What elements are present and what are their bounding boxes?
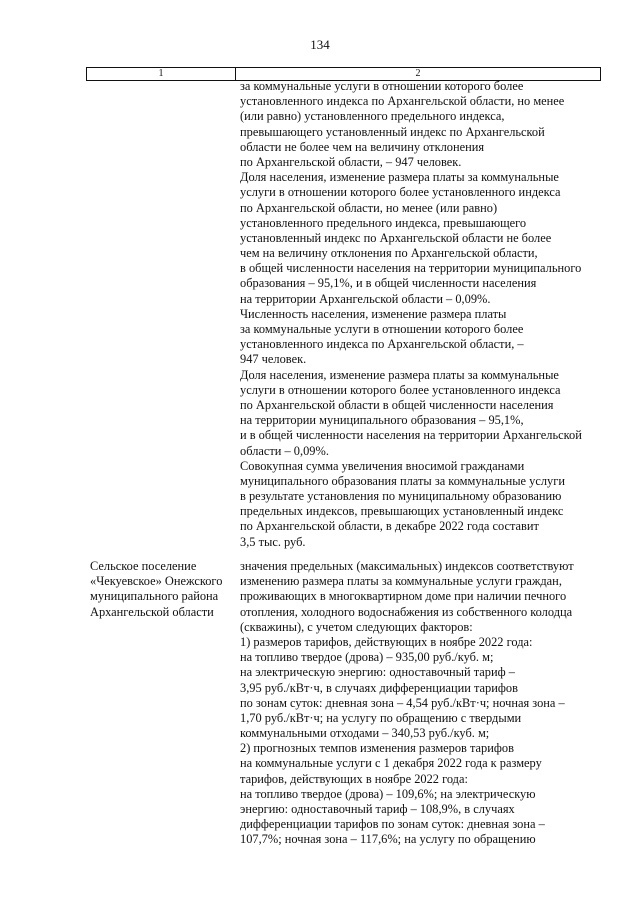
text-line: отопления, холодного водоснабжения из собственного колодца xyxy=(240,604,573,619)
text-line: 3,95 руб./кВт·ч, в случаях дифференциации тарифов xyxy=(240,680,518,695)
text-line: 1) размеров тарифов, действующих в ноябре 2022 года: xyxy=(240,634,533,649)
text-line: чем на величину отклонения по Архангельской области, xyxy=(240,246,538,261)
entity-description xyxy=(240,559,610,848)
table-header-col-2: 2 xyxy=(415,68,421,79)
text-line: и в общей численности населения на территории Архангельской xyxy=(240,428,582,443)
text-line: за коммунальные услуги в отношении которого более xyxy=(240,322,524,336)
page-number: 134 xyxy=(310,37,330,52)
text-line: услуги в отношении которого более установленного индекса xyxy=(240,185,561,200)
text-line: на топливо твердое (дрова) – 935,00 руб./куб. м; xyxy=(240,650,494,665)
text-line: установленный индекс по Архангельской области не более xyxy=(240,230,552,245)
text-line: на территории муниципального образования – 95,1%, xyxy=(240,413,524,428)
text-line: коммунальными отходами – 340,53 руб./куб. м; xyxy=(240,726,490,741)
text-line: 947 человек. xyxy=(240,352,307,367)
text-line: Совокупная сумма увеличения вносимой гражданами xyxy=(240,458,525,473)
text-line: в результате установления по муниципальному образованию xyxy=(240,489,562,504)
text-line: изменению размера платы за коммунальные услуги граждан, xyxy=(240,574,562,589)
text-line: на коммунальные услуги с 1 декабря 2022 года к размеру xyxy=(240,756,542,771)
text-line: на территории Архангельской области – 0,09%. xyxy=(240,291,491,306)
text-line: 107,7%; ночная зона – 117,6%; на услугу по обращению xyxy=(240,832,536,847)
text-line: в общей численности населения на территории муниципального xyxy=(240,261,582,276)
text-line: значения предельных (максимальных) индексов соответствуют xyxy=(240,559,574,573)
text-line: образования – 95,1%, и в общей численности населения xyxy=(240,276,537,291)
text-line: (скважины), с учетом следующих факторов: xyxy=(240,619,473,634)
entity-name xyxy=(90,559,240,620)
text-line: на электрическую энергию: одноставочный тариф – xyxy=(240,665,515,680)
text-line: дифференциации тарифов по зонам суток: дневная зона – xyxy=(240,817,545,832)
entity-line: муниципального района xyxy=(90,589,219,604)
text-line: по Архангельской области, – 947 человек. xyxy=(240,154,462,169)
text-line: области не более чем на величину отклонения xyxy=(240,139,485,154)
text-line: установленного индекса по Архангельской области, – xyxy=(240,337,524,352)
entity-line: Сельское поселение xyxy=(90,559,197,573)
text-line: установленного индекса по Архангельской области, но менее xyxy=(240,94,565,109)
text-line: Доля населения, изменение размера платы за коммунальные xyxy=(240,170,559,185)
text-line: проживающих в многоквартирном доме при наличии печного xyxy=(240,589,567,604)
text-line: тарифов, действующих в ноябре 2022 года: xyxy=(240,771,468,786)
text-line: 2) прогнозных темпов изменения размеров тарифов xyxy=(240,741,514,756)
text-line: превышающего установленный индекс по Архангельской xyxy=(240,124,545,139)
continuation-text xyxy=(240,79,610,550)
text-line: Численность населения, изменение размера платы xyxy=(240,306,507,321)
entity-line: «Чекуевское» Онежского xyxy=(90,574,223,589)
text-line: 3,5 тыс. руб. xyxy=(240,534,306,549)
text-line: по Архангельской области, в декабре 2022 года составит xyxy=(240,519,539,534)
text-line: за коммунальные услуги в отношении которого более xyxy=(240,79,524,93)
text-line: на топливо твердое (дрова) – 109,6%; на электрическую xyxy=(240,786,536,801)
entity-line: Архангельской области xyxy=(90,604,214,619)
table-header-col-1: 1 xyxy=(87,68,236,80)
text-line: установленного предельного индекса, превышающего xyxy=(240,215,527,230)
text-line: по Архангельской области, но менее (или равно) xyxy=(240,200,498,215)
text-line: муниципального образования платы за коммунальные услуги xyxy=(240,473,565,488)
text-line: области – 0,09%. xyxy=(240,443,329,458)
text-line: (или равно) установленного предельного индекса, xyxy=(240,109,505,124)
text-line: по зонам суток: дневная зона – 4,54 руб./кВт·ч; ночная зона – xyxy=(240,695,565,710)
text-line: по Архангельской области в общей численности населения xyxy=(240,397,554,412)
text-line: 1,70 руб./кВт·ч; на услугу по обращению с твердыми xyxy=(240,710,522,725)
text-line: услуги в отношении которого более установленного индекса xyxy=(240,382,561,397)
text-line: предельных индексов, превышающих установленный индекс xyxy=(240,504,564,519)
text-line: Доля населения, изменение размера платы за коммунальные xyxy=(240,367,559,382)
text-line: энергию: одноставочный тариф – 108,9%, в случаях xyxy=(240,802,515,816)
